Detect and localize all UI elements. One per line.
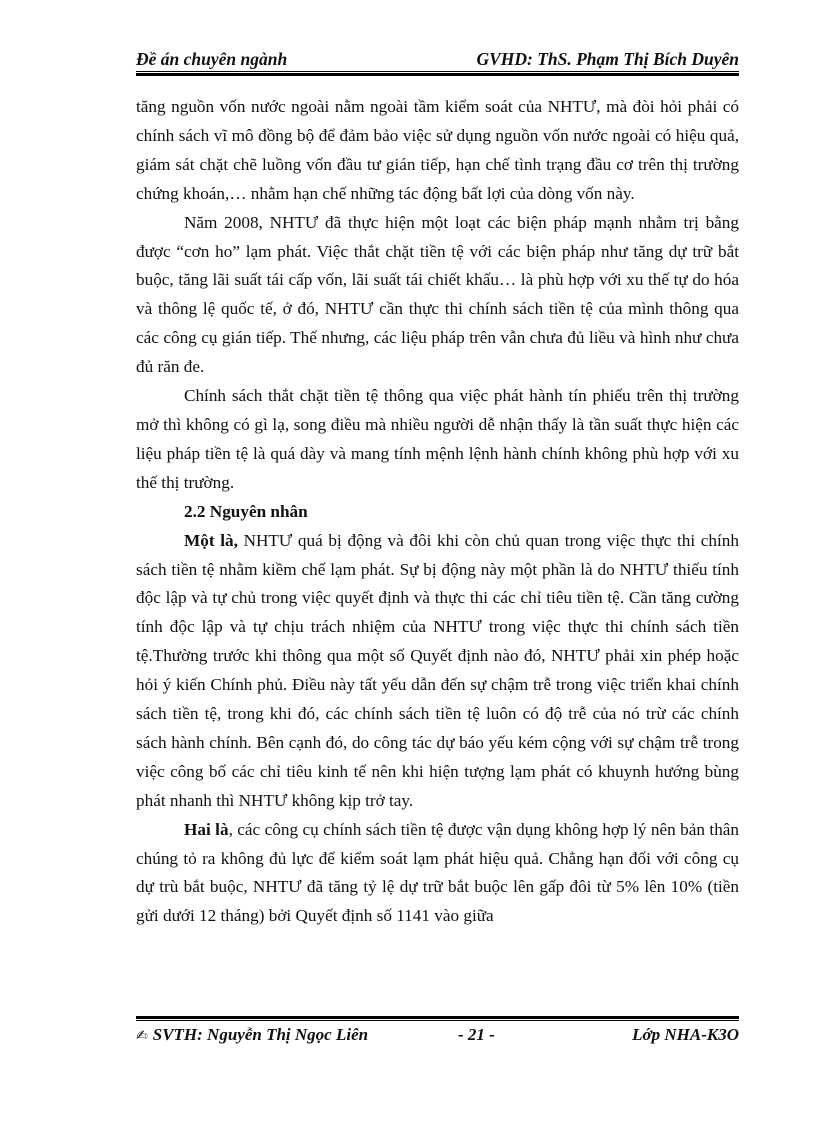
footer-divider [136,1016,739,1021]
footer-class: Lớp NHA-K3O [632,1025,739,1044]
header-course-title: Đề án chuyên ngành [136,49,288,69]
paragraph-reason-two [136,816,739,932]
footer-student: ✍ SVTH: Nguyễn Thị Ngọc Liên [136,1025,369,1044]
reason-one-lead: Một là, [184,530,238,550]
reason-two-lead: Hai là [184,819,229,839]
document-body [136,93,739,931]
paragraph-continuation: tăng nguồn vốn nước ngoài nằm ngoài tầm kiểm soát của NHTƯ, mà đòi hỏi phải có chính sách vĩ mô đồng bộ để đảm bảo việc sử dụng nguồn vốn nước ngoài có hiệu quả, giám sát chặt chẽ luồng vốn đầu tư gián tiếp, hạn chế tình trạng đầu cơ trên thị trường chứng khoán,… nhằm hạn chế những tác động bất lợi của dòng vốn này. [136,97,739,203]
page-header [136,48,739,70]
header-supervisor: GVHD: ThS. Phạm Thị Bích Duyên [476,49,739,69]
paragraph-2008-measures: Năm 2008, NHTƯ đã thực hiện một loạt các biện pháp mạnh nhằm trị bằng được “cơn ho” lạm phát. Việc thắt chặt tiền tệ với các biện pháp như tăng dự trữ bắt buộc, tăng lãi suất tái cấp vốn, lãi suất tái chiết khấu… là phù hợp với xu thế tự do hóa và thông lệ quốc tế, ở đó, NHTƯ cần thực thi chính sách tiền tệ của mình thông qua các công cụ gián tiếp. Thế nhưng, các liệu pháp trên vẫn chưa đủ liều và hình như chưa đủ răn đe. [136,212,739,377]
header-divider [136,71,739,76]
section-heading: 2.2 Nguyên nhân [184,501,308,521]
reason-one-text: NHTƯ quá bị động và đôi khi còn chủ quan trong việc thực thi chính sách tiền tệ nhằm kiềm chế lạm phát. Sự bị động này một phần là do NHTƯ thiếu tính độc lập và tự chủ trong việc quyết định và thực thi các chỉ tiêu tiền tệ. Cần tăng cường tính độc lập và tự chịu trách nhiệm của NHTƯ trong việc thực thi chính sách tiền tệ.Thường trước khi thông qua một số Quyết định nào đó, NHTƯ phải xin phép hoặc hỏi ý kiến Chính phủ. Điều này tất yếu dẫn đến sự chậm trễ trong việc triển khai chính sách tiền tệ, trong khi đó, các chính sách tiền tệ luôn có độ trễ của nó trừ các chính sách hành chính. Bên cạnh đó, do công tác dự báo yếu kém cộng với sự chậm trễ trong việc công bố các chỉ tiêu kinh tế nên khi hiện tượng lạm phát có khuynh hướng bùng phát nhanh thì NHTƯ không kịp trở tay. [136,530,739,810]
writing-hand-icon: ✍ [136,1028,148,1044]
paragraph-reason-one [136,527,739,816]
reason-two-text: , các công cụ chính sách tiền tệ được vận dụng không hợp lý nên bản thân chúng tỏ ra không đủ lực để kiểm soát lạm phát hiệu quả. Chẳng hạn đối với công cụ dự trù bắt buộc, NHTƯ đã tăng tỷ lệ dự trữ bắt buộc lên gấp đôi từ 5% lên 10% (tiền gửi dưới 12 tháng) bởi Quyết định số 1141 vào giữa [136,819,740,926]
page-footer [136,1023,739,1047]
page-number: - 21 - [458,1025,495,1044]
paragraph-tightening-policy: Chính sách thắt chặt tiền tệ thông qua việc phát hành tín phiếu trên thị trường mở thì không có gì lạ, song điều mà nhiều người dễ nhận thấy là tần suất thực hiện các liệu pháp tiền tệ là quá dày và mang tính mệnh lệnh hành chính không phù hợp với xu thế thị trường. [136,386,739,492]
